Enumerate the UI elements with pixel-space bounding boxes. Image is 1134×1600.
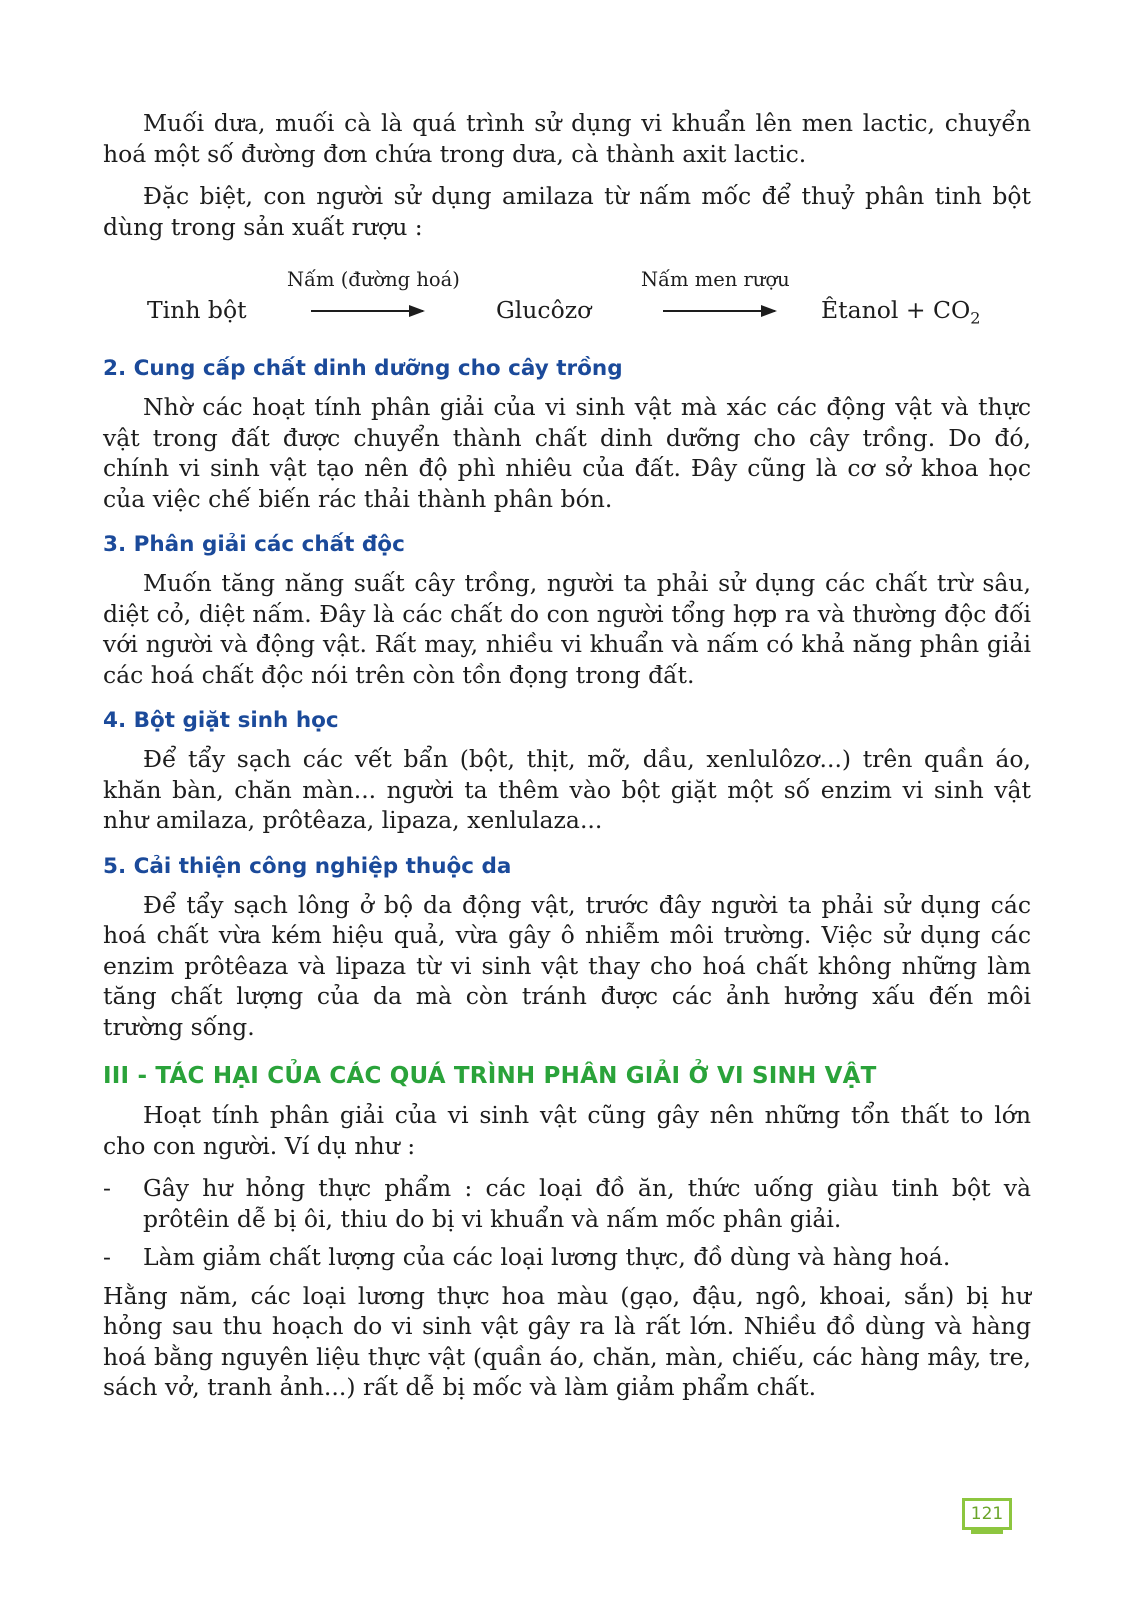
equation-arrow2-label: Nấm men rượu: [641, 268, 790, 291]
equation-intermediate: Glucôzơ: [496, 296, 592, 324]
section-4-text: Để tẩy sạch các vết bẩn (bột, thịt, mỡ, dầu, xenlulôzơ...) trên quần áo, khăn bàn, chăn màn... người ta thêm vào bột giặt một số enzim vi sinh vật như amilaza, prôtêaza, lipaza, xenlulaza...: [103, 745, 1031, 834]
section-III-title: III - TÁC HẠI CỦA CÁC QUÁ TRÌNH PHÂN GIẢI Ở VI SINH VẬT: [103, 1063, 877, 1089]
page-content: [103, 108, 1031, 1415]
intro-paragraph-1: Muối dưa, muối cà là quá trình sử dụng vi khuẩn lên men lactic, chuyển hoá một số đường đơn chứa trong dưa, cà thành axit lactic.: [103, 109, 1031, 168]
intro-paragraph-2: Đặc biệt, con người sử dụng amilaza từ nấm mốc để thuỷ phân tinh bột dùng trong sản xuất rượu :: [103, 182, 1031, 241]
bullet-dash: -: [103, 1174, 111, 1202]
section-5-title: 5. Cải thiện công nghiệp thuộc da: [103, 853, 512, 879]
bullet-text-1: Gây hư hỏng thực phẩm : các loại đồ ăn, thức uống giàu tinh bột và prôtêin dễ bị ôi, thiu do bị vi khuẩn và nấm mốc phân giải.: [143, 1174, 1031, 1233]
equation-arrow1-label: Nấm (đường hoá): [287, 268, 460, 291]
fermentation-equation: [103, 254, 1031, 338]
section-3-text: Muốn tăng năng suất cây trồng, người ta phải sử dụng các chất trừ sâu, diệt cỏ, diệt nấm. Đây là các chất do con người tổng hợp ra và thường độc đối với người và động vật. Rất may, nhiều vi khuẩn và nấm có khả năng phân giải các hoá chất độc nói trên còn tồn đọng trong đất.: [103, 569, 1031, 689]
section-2-title: 2. Cung cấp chất dinh dưỡng cho cây trồng: [103, 356, 623, 381]
page-number: 121: [962, 1498, 1012, 1530]
section-5-text: Để tẩy sạch lông ở bộ da động vật, trước đây người ta phải sử dụng các hoá chất vừa kém hiệu quả, vừa gây ô nhiễm môi trường. Việc sử dụng các enzim prôtêaza và lipaza từ vi sinh vật thay cho hoá chất không những làm tăng chất lượng của da mà còn tránh được các ảnh hưởng xấu đến môi trường sống.: [103, 890, 1031, 1041]
equation-arrow-2: [663, 310, 775, 312]
section-III-closing: Hằng năm, các loại lương thực hoa màu (gạo, đậu, ngô, khoai, sắn) bị hư hỏng sau thu hoạch do vi sinh vật gây ra là rất lớn. Nhiều đồ dùng và hàng hoá bằng nguyên liệu thực vật (quần áo, chăn, màn, chiếu, các hàng mây, tre, sách vở, tranh ảnh...) rất dễ bị mốc và làm giảm phẩm chất.: [103, 1281, 1031, 1401]
section-III-intro: Hoạt tính phân giải của vi sinh vật cũng gây nên những tổn thất to lớn cho con người. Ví dụ như :: [103, 1101, 1031, 1160]
section-3-title: 3. Phân giải các chất độc: [103, 532, 405, 557]
bullet-item-1: [103, 1173, 1031, 1234]
bullet-text-2: Làm giảm chất lượng của các loại lương thực, đồ dùng và hàng hoá.: [143, 1243, 951, 1271]
equation-product: [821, 296, 980, 328]
section-4-title: 4. Bột giặt sinh học: [103, 708, 339, 733]
bullet-item-2: [103, 1242, 1031, 1273]
section-2-text: Nhờ các hoạt tính phân giải của vi sinh vật mà xác các động vật và thực vật trong đất được chuyển thành chất dinh dưỡng cho cây trồng. Do đó, chính vi sinh vật tạo nên độ phì nhiêu của đất. Đây cũng là cơ sở khoa học của việc chế biến rác thải thành phân bón.: [103, 393, 1031, 513]
equation-reactant: Tinh bột: [147, 296, 247, 324]
equation-arrow-1: [311, 310, 423, 312]
equation-product-text: Êtanol + CO: [821, 296, 971, 324]
equation-product-subscript: 2: [970, 308, 981, 328]
bullet-dash: -: [103, 1243, 111, 1271]
